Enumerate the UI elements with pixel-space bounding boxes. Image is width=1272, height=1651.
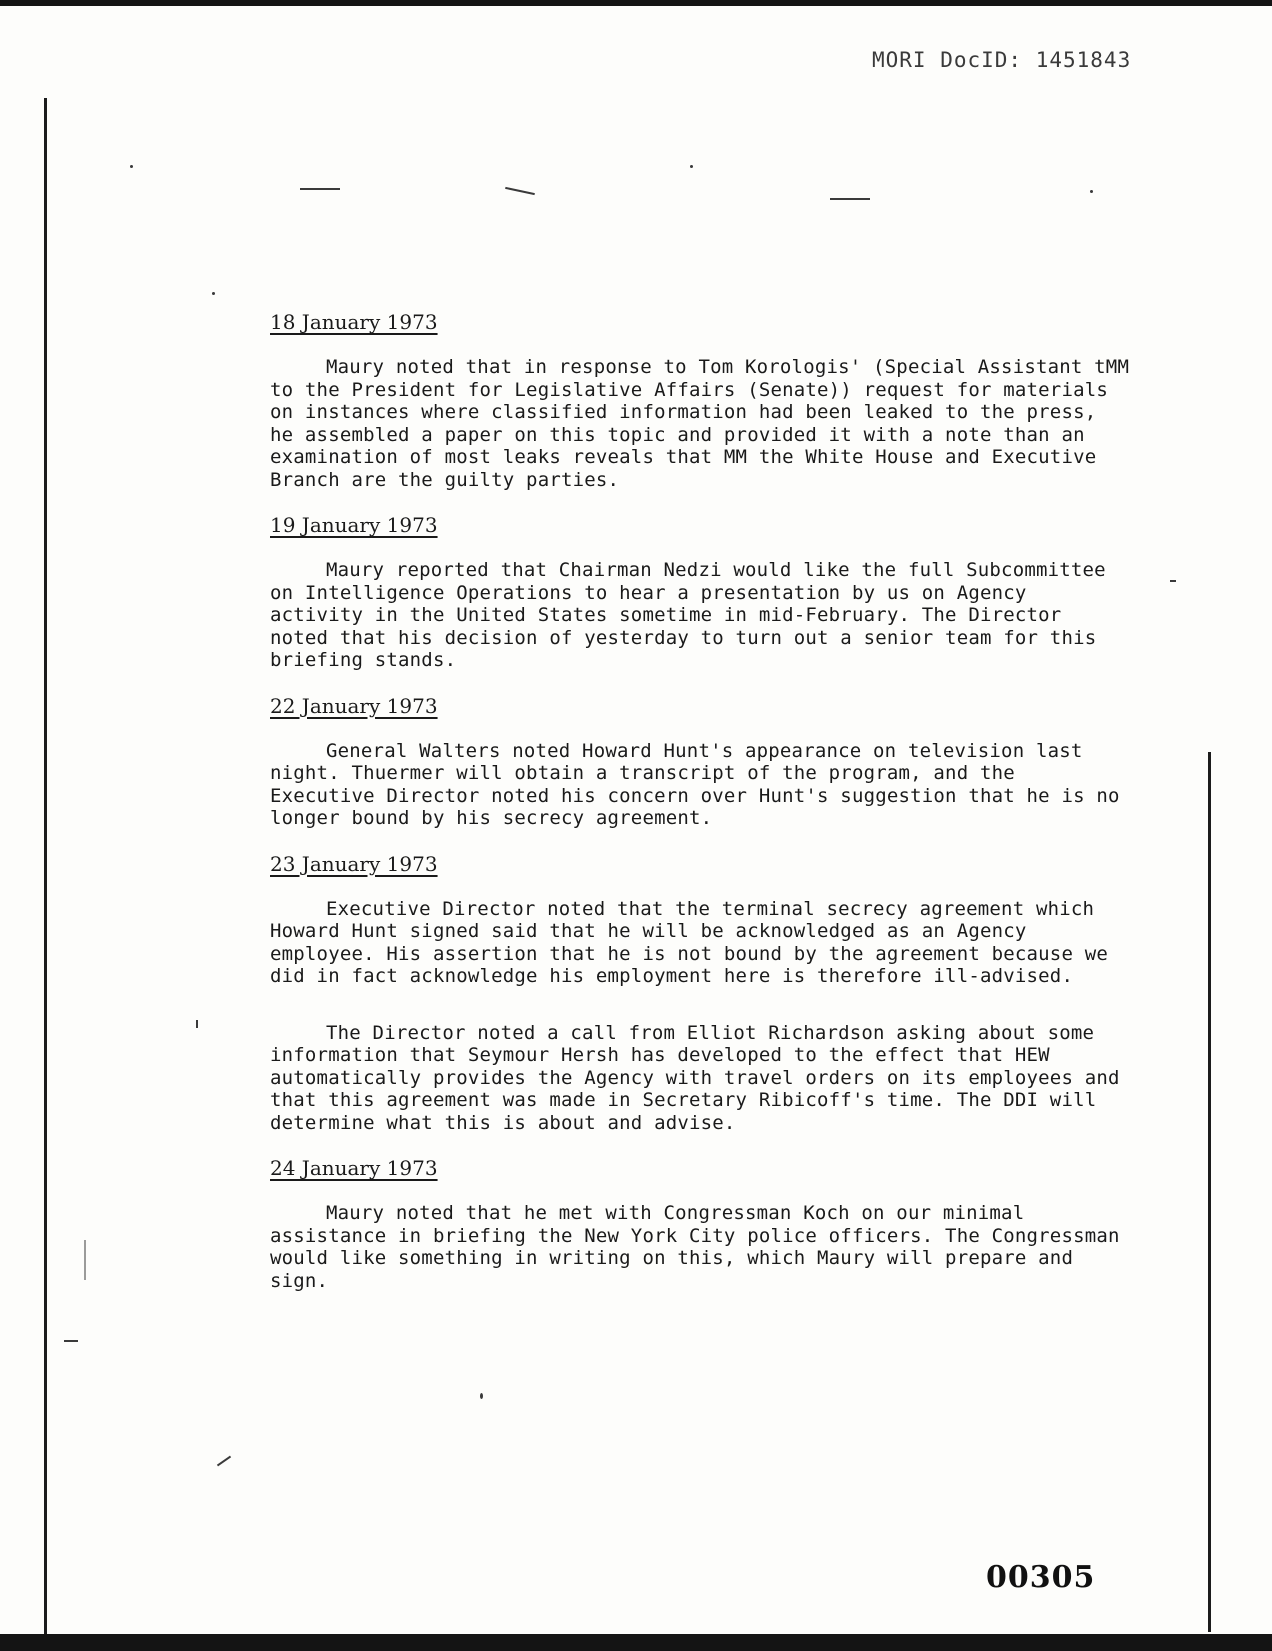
scan-bottom-edge — [0, 1634, 1272, 1651]
log-entry — [270, 1156, 1130, 1292]
entry-date: 24 January 1973 — [270, 1156, 438, 1180]
scan-speck — [212, 292, 215, 295]
entry-date: 19 January 1973 — [270, 513, 438, 537]
entry-date: 22 January 1973 — [270, 693, 438, 718]
entry-paragraph: Maury noted that in response to Tom Korologis' (Special Assistant tMM to the President for Legislative Affairs (Senate)) request for materials on instances where classified information had been leaked to the press, he assembled a paper on this topic and provided it with a note than an examination of most leaks reveals that MM the White House and Executive Branch are the guilty parties. — [270, 356, 1141, 491]
entry-date: 23 January 1973 — [270, 851, 438, 876]
scan-speck — [1090, 190, 1093, 193]
document-body — [270, 310, 1141, 1314]
entry-paragraph: Executive Director noted that the terminal secrecy agreement which Howard Hunt signed said that he will be acknowledged as an Agency employee. His assertion that he is not bound by the agreement because we did in fact acknowledge his employment here is therefore ill-advised. — [270, 897, 1120, 987]
scan-speck — [217, 1456, 231, 1467]
entry-date: 18 January 1973 — [270, 310, 438, 334]
scan-speck — [196, 1020, 198, 1028]
entry-paragraph: Maury noted that he met with Congressman Koch on our minimal assistance in briefing the New York City police officers. The Congressman would like something in writing on this, which Maury will prepare and sign. — [270, 1202, 1132, 1292]
scan-speck — [1170, 580, 1176, 582]
entry-paragraph: Maury reported that Chairman Nedzi would like the full Subcommittee on Intelligence Operations to hear a presentation by us on Agency activity in the United States sometime in mid-February. The Director noted that his decision of yesterday to turn out a senior team for this briefing stands. — [270, 559, 1118, 671]
log-entry — [270, 513, 1130, 672]
scan-speck — [690, 165, 693, 168]
scan-speck — [505, 187, 535, 195]
scan-right-margin-line — [1208, 752, 1211, 1632]
scan-speck — [830, 198, 870, 200]
log-entry — [270, 310, 1141, 491]
scan-speck — [130, 165, 133, 168]
scan-speck — [64, 1340, 78, 1342]
scan-top-edge — [0, 0, 1272, 6]
page-number: 00305 — [986, 1560, 1096, 1595]
scan-speck — [480, 1393, 483, 1399]
scan-speck — [300, 188, 340, 190]
scan-speck — [84, 1240, 86, 1280]
doc-id-label: MORI DocID: 1451843 — [872, 48, 1132, 72]
log-entry — [270, 852, 1130, 1135]
entry-paragraph: General Walters noted Howard Hunt's appearance on television last night. Thuermer will obtain a transcript of the program, and the Executive Director noted his concern over Hunt's suggestion that he is no longer bound by his secrecy agreement. — [270, 739, 1132, 829]
scan-left-margin-line — [44, 98, 47, 1638]
entry-paragraph: The Director noted a call from Elliot Richardson asking about some information that Seymour Hersh has developed to the effect that HEW automatically provides the Agency with travel orders on its employees and that this agreement was made in Secretary Ribicoff's time. The DDI will determine what this is about and advise. — [270, 1021, 1132, 1134]
log-entry — [270, 694, 1130, 830]
